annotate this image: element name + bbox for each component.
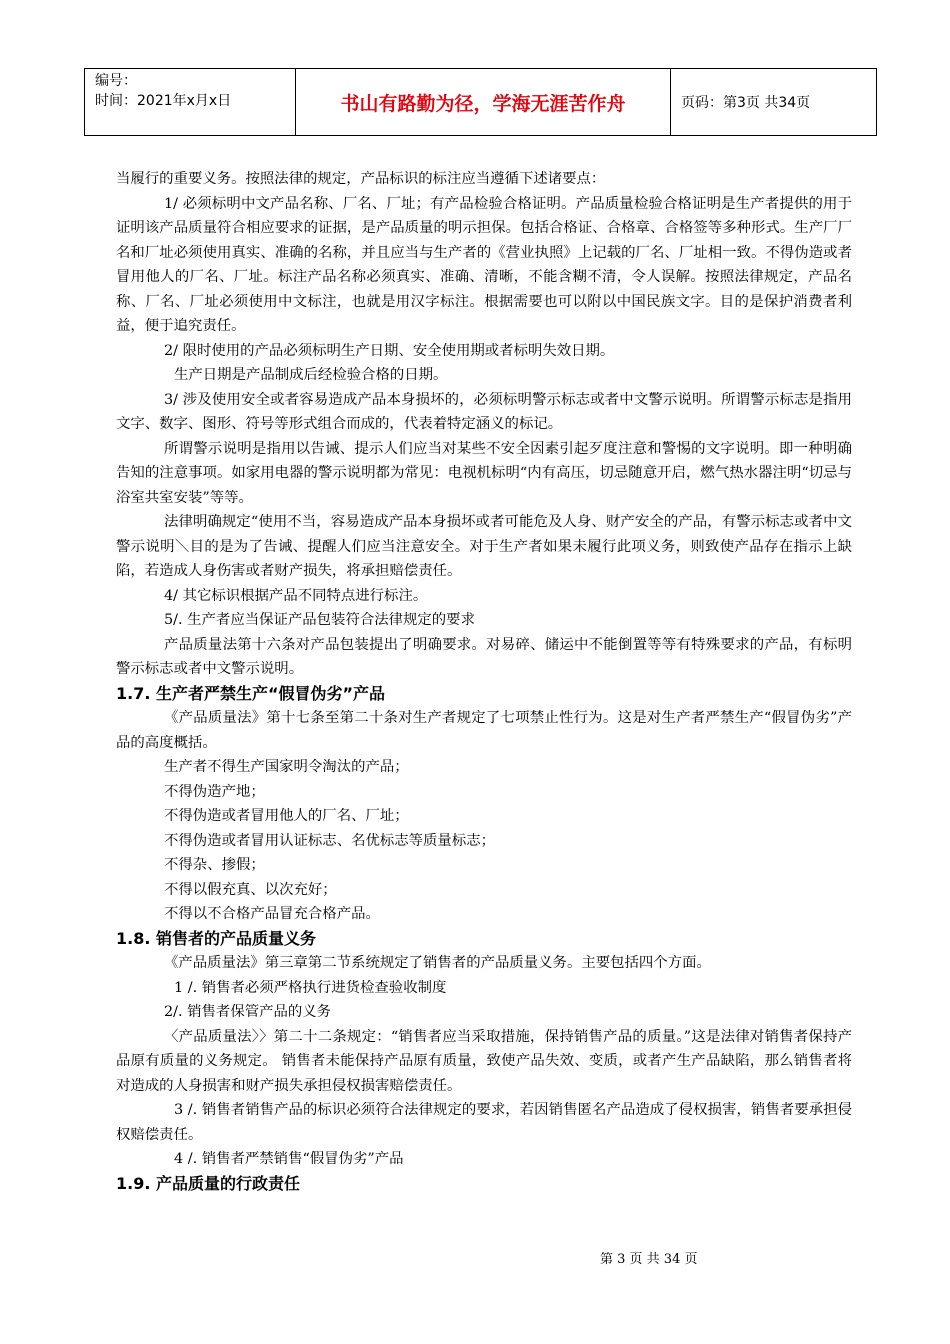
paragraph: 3/ 涉及使用安全或者容易造成产品本身损坏的，必须标明警示标志或者中文警示说明。所谓警示标志是指用文字、数字、图形、符号等形式组合而成的，代表着特定涵义的标记。 — [116, 391, 852, 432]
paragraph: 生产日期是产品制成后经检验合格的日期。 — [174, 367, 448, 383]
section-heading: 1.8. 销售者的产品质量义务 — [116, 928, 316, 948]
page-footer: 第 3 页 共 34 页 — [600, 1252, 698, 1267]
header-meta — [85, 69, 296, 136]
number-label: 编号： — [95, 73, 137, 89]
section-heading: 1.7. 生产者严禁生产“假冒伪劣”产品 — [116, 683, 386, 703]
paragraph: 4/ 其它标识根据产品不同特点进行标注。 — [164, 587, 428, 604]
paragraph: 产品质量法第十六条对产品包装提出了明确要求。对易碎、储运中不能倒置等等有特殊要求的产品，有标明警示标志或者中文警示说明。 — [116, 636, 852, 677]
list-item: 不得伪造产地； — [164, 783, 265, 800]
list-item: 不得以假充真、以次充好； — [164, 881, 337, 898]
list-item: 不得杂、掺假； — [164, 857, 265, 873]
list-item: 生产者不得生产国家明令淘汰的产品； — [164, 759, 409, 775]
paragraph: 1 /. 销售者必须严格执行进货检查验收制度 — [174, 979, 447, 996]
paragraph: 4 /. 销售者严禁销售“假冒伪劣”产品 — [174, 1151, 404, 1167]
paragraph: 法律明确规定“使用不当，容易造成产品本身损坏或者可能危及人身、财产安全的产品，有警示标志或者中文警示说明＼目的是为了告诫、提醒人们应当注意安全。对于生产者如果未履行此项义务，则致使产品存在指示上缺陷，若造成人身伤害或者财产损失，将承担赔偿责任。 — [116, 514, 852, 579]
paragraph: 当履行的重要义务。按照法律的规定，产品标识的标注应当遵循下述诸要点： — [116, 171, 606, 187]
list-item: 不得伪造或者冒用他人的厂名、厂址； — [164, 808, 409, 824]
paragraph: 〈产品质量法〉〉第二十二条规定：“销售者应当采取措施，保持销售产品的质量。”这是法律对销售者保持产品原有质量的义务规定。 销售者未能保持产品原有质量，致使产品失效、变质，或者产生产品缺陷，那么销售者将对造成的人身损害和财产损失承担侵权损害赔偿责任。 — [116, 1028, 852, 1094]
paragraph: 2/. 销售者保管产品的义务 — [164, 1004, 332, 1020]
header-table — [84, 68, 877, 136]
paragraph: 2/ 限时使用的产品必须标明生产日期、安全使用期或者标明失效日期。 — [164, 342, 615, 359]
paragraph: 3 /. 销售者销售产品的标识必须符合法律规定的要求，若因销售匿名产品造成了侵权损害，销售者要承担侵权赔偿责任。 — [116, 1102, 852, 1143]
time-label: 时间：2021年x月x日 — [95, 93, 232, 109]
paragraph: 所谓警示说明是指用以告诫、提示人们应当对某些不安全因素引起歹度注意和警惕的文字说明。即一种明确告知的注意事项。如家用电器的警示说明都为常见：电视机标明“内有高压，切忌随意开启，燃气热水器注明“切忌与浴室共室安装”等等。 — [116, 440, 852, 506]
header-motto: 书山有路勤为径，学海无涯苦作舟 — [296, 69, 671, 136]
section-heading: 1.9. 产品质量的行政责任 — [116, 1173, 300, 1193]
paragraph: 《产品质量法》第三章第二节系统规定了销售者的产品质量义务。主要包括四个方面。 — [164, 955, 711, 971]
paragraph: 5/. 生产者应当保证产品包装符合法律规定的要求 — [164, 612, 475, 628]
header-page-label: 页码：第3页 共34页 — [671, 69, 877, 136]
paragraph: 1/ 必须标明中文产品名称、厂名、厂址；有产品检验合格证明。产品质量检验合格证明是生产者提供的用于证明该产品质量符合相应要求的证据，是产品质量的明示担保。包括合格证、合格章、合格签等多种形式。生产厂厂名和厂址必须使用真实、准确的名称，并且应当与生产者的《营业执照》上记载的厂名、厂址相一致。不得伪造或者冒用他人的厂名、厂址。标注产品名称必须真实、准确、清晰，不能含糊不清，令人误解。按照法律规定，产品名称、厂名、厂址必须使用中文标注，也就是用汉字标注。根据需要也可以附以中国民族文字。目的是保护消费者利益，便于追究责任。 — [116, 195, 852, 334]
paragraph: 《产品质量法》第十七条至第二十条对生产者规定了七项禁止性行为。这是对生产者严禁生产“假冒伪劣”产品的高度概括。 — [116, 710, 852, 751]
document-body — [116, 167, 852, 1196]
list-item: 不得以不合格产品冒充合格产品。 — [164, 906, 380, 922]
list-item: 不得伪造或者冒用认证标志、名优标志等质量标志； — [164, 832, 495, 849]
